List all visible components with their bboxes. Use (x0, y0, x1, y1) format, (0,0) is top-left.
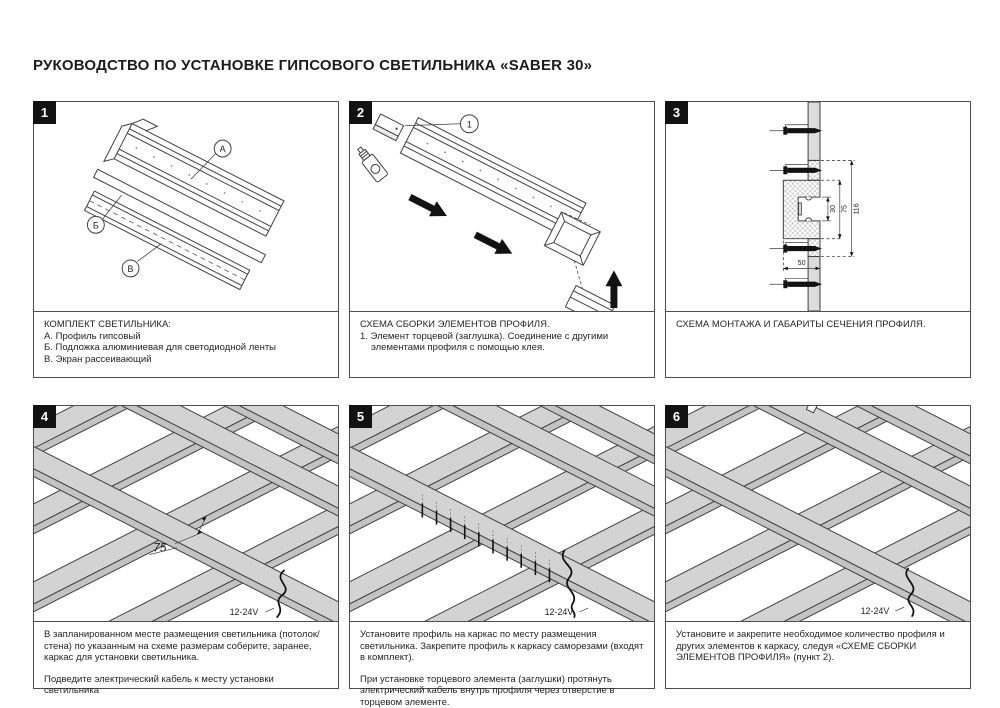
panel-5-badge: 5 (349, 405, 372, 428)
voltage-label: 12-24V (860, 606, 890, 617)
callout-1-label: 1 (466, 119, 472, 130)
glue-bottle-icon (354, 144, 388, 183)
caption-line: А. Профиль гипсовый (44, 330, 141, 342)
panel-5 (349, 405, 655, 708)
panel-4-figure (33, 405, 339, 622)
dim-75-label: 75 (153, 540, 167, 555)
dim-116-label: 116 (852, 203, 861, 215)
panel-2-figure (349, 101, 655, 312)
caption-paragraph: Подведите электрический кабель к месту установки светильника (44, 673, 274, 696)
panel-1-caption (33, 312, 339, 378)
panel-2-caption (349, 312, 655, 378)
panel-3 (665, 101, 971, 378)
caption-paragraph: В запланированном месте размещения светильника (потолок/стена) по указанным на схеме размерам соберите, заранее, каркас для установки светильника. (44, 629, 320, 663)
panel-3-caption (665, 312, 971, 378)
panel-1-figure (33, 101, 339, 312)
panel-5-caption (349, 622, 655, 708)
frame-lattice-drawing (350, 406, 654, 621)
panel-3-badge: 3 (665, 101, 688, 124)
panel-4-caption (33, 622, 339, 696)
panel-6-badge: 6 (665, 405, 688, 428)
panel-1-badge: 1 (33, 101, 56, 124)
caption-paragraph: Установите и закрепите необходимое количество профиля и других элементов к каркасу, следуя «СХЕМЕ СБОРКИ ЭЛЕМЕНТОВ ПРОФИЛЯ» (пункт 2). (676, 629, 945, 663)
end-cap-drawing (373, 114, 404, 141)
profile-section-drawing (783, 160, 820, 256)
frame-lattice-drawing (34, 406, 338, 621)
panel-5-figure (349, 405, 655, 622)
dimension-30 (822, 197, 837, 221)
wall-board-drawing (808, 102, 820, 311)
slide-arrow-icon (471, 227, 516, 261)
panel-2-badge: 2 (349, 101, 372, 124)
caption-line: Б. Подложка алюминиевая для светодиодной ленты (44, 342, 276, 353)
panel-3-illustration (666, 102, 970, 311)
panel-6-caption (665, 622, 971, 689)
dim-50-label: 50 (797, 258, 806, 267)
caption-title: КОМПЛЕКТ СВЕТИЛЬНИКА: (44, 319, 171, 330)
caption-paragraph: Установите профиль на каркас по месту размещения светильника. Закрепите профиль к каркасу саморезами (входят в комплект). (360, 629, 644, 663)
panel-6 (665, 405, 971, 689)
voltage-label: 12-24V (229, 607, 259, 618)
dim-75-label: 75 (840, 205, 849, 213)
panel-6-figure (665, 405, 971, 622)
cable-leader (579, 608, 588, 612)
dim-30-label: 30 (828, 205, 837, 213)
panel-2 (349, 101, 655, 378)
caption-title: СХЕМА МОНТАЖА И ГАБАРИТЫ СЕЧЕНИЯ ПРОФИЛЯ. (676, 319, 926, 330)
panel-1 (33, 101, 339, 378)
callout-v-label: В (127, 263, 134, 274)
panel-grid (33, 101, 971, 708)
cable-leader (895, 607, 904, 611)
page-title: РУКОВОДСТВО ПО УСТАНОВКЕ ГИПСОВОГО СВЕТИЛЬНИКА «SABER 30» (33, 57, 593, 74)
panel-1-illustration (34, 102, 338, 311)
next-profile-drawing (565, 286, 615, 311)
slide-arrow-icon (406, 190, 451, 224)
callout-a-label: А (219, 144, 226, 155)
cable-leader (265, 608, 274, 612)
panel-4-illustration (34, 406, 338, 621)
panel-2-illustration (350, 102, 654, 311)
caption-line: 1. Элемент торцевой (заглушка). Соединение с другими элементами профиля с помощью клея. (360, 330, 609, 353)
caption-line: В. Экран рассеивающий (44, 353, 152, 365)
voltage-label: 12-24V (544, 607, 574, 618)
caption-paragraph: При установке торцевого элемента (заглушки) протянуть электрический кабель внутрь профиля через отверстие в торцевом элементе. (360, 673, 615, 708)
panel-6-illustration (666, 406, 970, 621)
panel-5-illustration (350, 406, 654, 621)
panel-3-figure (665, 101, 971, 312)
caption-title: СХЕМА СБОРКИ ЭЛЕМЕНТОВ ПРОФИЛЯ. (360, 319, 550, 330)
frame-lattice-drawing (666, 406, 970, 621)
panel-4 (33, 405, 339, 696)
callout-b-label: Б (92, 220, 99, 231)
callout-v (122, 244, 161, 277)
panel-4-badge: 4 (33, 405, 56, 428)
